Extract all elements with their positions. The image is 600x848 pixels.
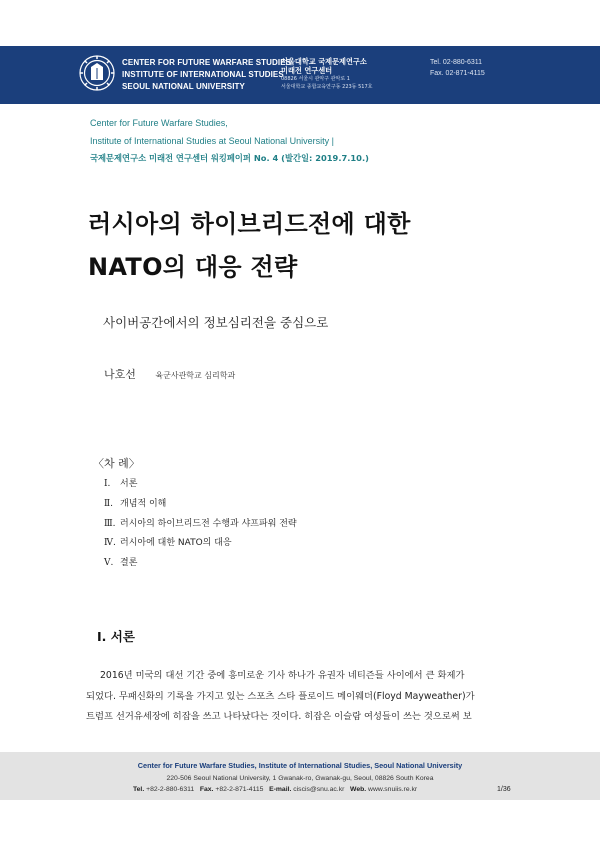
section-title-introduction: Ⅰ. 서론	[97, 629, 135, 644]
footer-contact	[133, 786, 417, 793]
toc-item[interactable]	[104, 495, 297, 515]
author-affiliation: 육군사관학교 심리학과	[155, 371, 236, 380]
paper-subtitle: 사이버공간에서의 정보심리전을 중심으로	[103, 315, 329, 330]
paper-meta	[90, 115, 369, 168]
header-korean-building: 서울대학교 종합교육연구동 223동 517호	[281, 84, 373, 90]
toc-item-label: 러시아의 하이브리드전 수행과 샤프파워 전략	[120, 518, 297, 529]
toc-item[interactable]	[104, 554, 297, 574]
author-line	[104, 366, 235, 382]
footer-tel: +82-2-880-6311	[146, 786, 195, 793]
footer-address: 220-506 Seoul National University, 1 Gwanak-ro, Gwanak-gu, Seoul, 08826 South Korea	[166, 775, 434, 782]
header-english-line: SEOUL NATIONAL UNIVERSITY	[122, 82, 245, 91]
footer-web-label: Web.	[350, 786, 367, 793]
body-text-line: 트럼프 선거유세장에 히잡을 쓰고 나타났다는 것이다. 히잡은 이슬람 여성들이 쓰는 것으로써 보	[86, 711, 472, 722]
footer-title: Center for Future Warfare Studies, Institute of International Studies, Seoul National University	[137, 761, 463, 770]
toc-item[interactable]	[104, 515, 297, 535]
toc-item-label: 결론	[120, 558, 138, 569]
footer-email-label: E-mail.	[269, 786, 292, 793]
toc-item-label: 러시아에 대한 NATO의 대응	[120, 538, 232, 549]
header-english-line: CENTER FOR FUTURE WARFARE STUDIES	[122, 58, 292, 67]
snu-emblem-icon	[78, 54, 116, 92]
header-english-line: INSTITUTE OF INTERNATIONAL STUDIES	[122, 70, 284, 79]
footer-fax-label: Fax.	[199, 786, 214, 793]
toc-item-number: Ⅳ.	[104, 538, 116, 549]
paper-title	[88, 203, 411, 289]
toc-item-label: 개념적 이해	[120, 498, 167, 509]
toc-item-label: 서론	[120, 479, 138, 489]
table-of-contents	[104, 475, 297, 574]
header-tel: Tel. 02-880-6311	[430, 59, 483, 66]
header-korean-institute: 서울대학교 국제문제연구소	[281, 57, 367, 66]
toc-item-number: Ⅰ.	[104, 479, 111, 489]
footer-web-link[interactable]: www.snuiis.re.kr	[368, 786, 418, 793]
toc-item[interactable]	[104, 534, 297, 554]
toc-item-number: Ⅴ.	[104, 558, 114, 569]
footer-email-link[interactable]: ciscis@snu.ac.kr	[293, 786, 345, 793]
title-line: 러시아의 하이브리드전에 대한	[88, 210, 411, 238]
section-body	[86, 666, 516, 728]
author-name: 나호선	[104, 368, 136, 381]
header-korean-center: 미래전 연구센터	[281, 66, 333, 75]
header-fax: Fax. 02-871-4115	[430, 70, 485, 77]
meta-line: 국제문제연구소 미래전 연구센터 워킹페이퍼 No. 4 (발간일: 2019.7.10.)	[90, 153, 369, 163]
body-text-line: 2016년 미국의 대선 기간 중에 흥미로운 기사 하나가 유권자 네티즌들 사이에서 큰 화제가	[100, 670, 465, 681]
toc-heading: 〈차 례〉	[93, 457, 140, 470]
toc-item-number: Ⅲ.	[104, 518, 116, 529]
page-number: 1/36	[497, 786, 511, 793]
header-korean-block	[281, 57, 372, 91]
footer-fax: +82-2-871-4115	[215, 786, 264, 793]
header-english-block	[122, 57, 291, 93]
meta-line: Center for Future Warfare Studies,	[90, 118, 228, 128]
toc-item-number: Ⅱ.	[104, 498, 113, 509]
header-contact	[430, 57, 485, 79]
title-line: NATO의 대응 전략	[88, 253, 298, 281]
footer-tel-label: Tel.	[133, 786, 145, 793]
toc-item[interactable]	[104, 475, 297, 495]
meta-line: Institute of International Studies at Seoul National University |	[90, 135, 334, 146]
header-korean-address: 08826 서울시 관악구 관악로 1	[281, 76, 350, 82]
body-text-line: 되었다. 무패신화의 기록을 가지고 있는 스포츠 스타 플로이드 메이웨더(Floyd Mayweather)가	[86, 690, 475, 702]
